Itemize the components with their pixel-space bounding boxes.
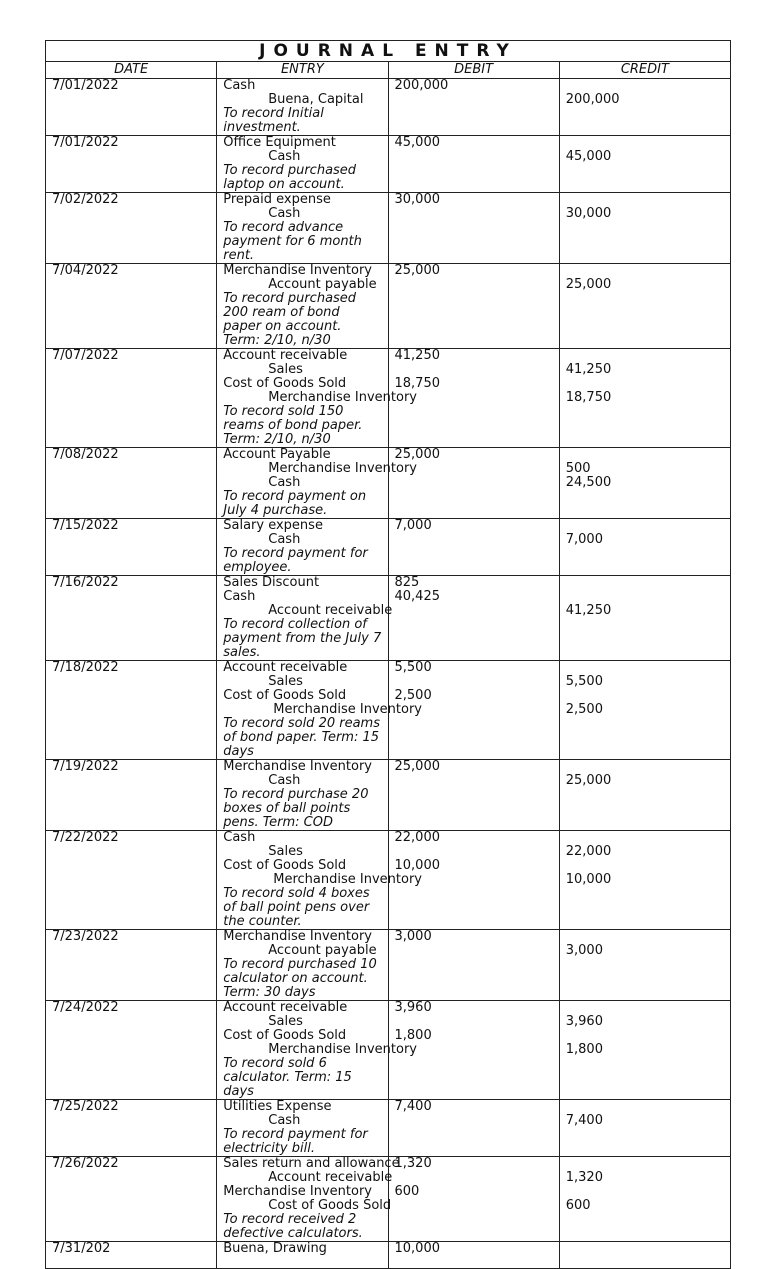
credit-amount: 3,000 — [565, 943, 603, 958]
entry-credits — [559, 136, 730, 193]
account-name: Cash — [268, 475, 301, 490]
account-name: Office Equipment — [223, 135, 336, 150]
debit-amount — [395, 1199, 553, 1213]
account-name: Sales Discount — [223, 575, 320, 590]
credit-amount — [566, 136, 724, 150]
journal-row — [46, 661, 731, 760]
credit-amount: 18,750 — [565, 390, 612, 405]
journal-body — [46, 79, 731, 1269]
entry-memo: To record advance payment for 6 month rent. — [223, 220, 362, 263]
debit-amount: 10,000 — [394, 858, 440, 873]
account-name: Account Payable — [223, 447, 331, 462]
journal-row — [46, 760, 731, 831]
journal-row — [46, 1001, 731, 1100]
credit-amount: 200,000 — [565, 92, 620, 107]
entry-date: 7/15/2022 — [46, 519, 217, 576]
credit-amount: 41,250 — [565, 362, 612, 377]
entry-credits — [559, 1100, 730, 1157]
credit-amount: 45,000 — [565, 149, 612, 164]
debit-amount: 825 — [394, 575, 420, 590]
entry-debits — [388, 136, 559, 193]
entry-credits — [559, 448, 730, 519]
entry-date: 7/01/2022 — [46, 79, 217, 136]
credit-amount — [566, 661, 724, 675]
entry-accounts — [217, 79, 388, 136]
account-name: Buena, Capital — [268, 92, 364, 107]
entry-memo: To record payment on July 4 purchase. — [223, 489, 367, 518]
credit-amount — [566, 831, 724, 845]
debit-amount: 2,500 — [394, 688, 432, 703]
account-name: Cash — [268, 206, 301, 221]
entry-credits — [559, 349, 730, 448]
account-name: Account receivable — [223, 1000, 348, 1015]
entry-memo: To record received 2 defective calculators. — [223, 1212, 363, 1241]
entry-debits — [388, 1242, 559, 1269]
debit-amount: 22,000 — [394, 830, 440, 845]
entry-accounts — [217, 1156, 400, 1242]
entry-date: 7/25/2022 — [46, 1100, 217, 1157]
debit-amount: 7,400 — [394, 1099, 432, 1114]
journal-row — [46, 576, 731, 661]
entry-credits — [559, 760, 730, 831]
credit-amount: 5,500 — [565, 674, 603, 689]
credit-amount — [566, 1029, 724, 1043]
debit-amount: 18,750 — [394, 376, 440, 391]
journal-title: JOURNAL ENTRY — [46, 41, 731, 62]
debit-amount — [395, 944, 553, 958]
debit-header: DEBIT — [388, 62, 559, 79]
entry-credits — [559, 1001, 730, 1100]
entry-accounts — [217, 193, 388, 264]
entry-memo: To record sold 20 reams of bond paper. Term: 15 days — [223, 716, 380, 759]
debit-amount — [395, 462, 553, 476]
credit-amount: 10,000 — [565, 872, 612, 887]
account-name: Account payable — [268, 943, 377, 958]
account-name: Cash — [268, 532, 301, 547]
debit-amount: 41,250 — [394, 348, 440, 363]
entry-credits — [559, 930, 730, 1001]
account-name: Cash — [223, 830, 256, 845]
journal-row — [46, 1157, 731, 1242]
credit-amount: 1,320 — [565, 1170, 603, 1185]
entry-date: 7/01/2022 — [46, 136, 217, 193]
entry-memo: To record purchase 20 boxes of ball points pens. Term: COD — [223, 787, 369, 830]
entry-accounts — [217, 136, 388, 193]
entry-credits — [559, 576, 730, 661]
account-name: Sales — [268, 362, 303, 377]
debit-amount — [395, 1114, 553, 1128]
debit-amount — [395, 363, 553, 377]
entry-date: 7/16/2022 — [46, 576, 217, 661]
entry-debits — [388, 1100, 559, 1157]
entry-credits — [559, 193, 730, 264]
journal-row — [46, 193, 731, 264]
account-name: Account payable — [268, 277, 377, 292]
account-name: Cost of Goods Sold — [223, 376, 347, 391]
account-name: Merchandise Inventory — [223, 1184, 372, 1199]
header-row — [46, 62, 731, 79]
entry-date: 7/19/2022 — [46, 760, 217, 831]
credit-amount: 3,960 — [565, 1014, 603, 1029]
entry-date: 7/18/2022 — [46, 661, 217, 760]
journal-table — [45, 40, 731, 1269]
date-header: DATE — [46, 62, 217, 79]
journal-row — [46, 519, 731, 576]
credit-amount — [566, 1185, 724, 1199]
debit-amount: 3,960 — [394, 1000, 432, 1015]
account-name: Utilities Expense — [223, 1099, 332, 1114]
account-name: Sales — [268, 674, 303, 689]
entry-date: 7/22/2022 — [46, 831, 217, 930]
account-name: Merchandise Inventory — [223, 263, 372, 278]
debit-amount: 1,800 — [394, 1028, 432, 1043]
entry-credits — [559, 1242, 730, 1269]
debit-amount — [395, 476, 553, 490]
entry-credits — [559, 519, 730, 576]
debit-amount — [395, 1043, 553, 1057]
entry-date: 7/31/202 — [46, 1242, 217, 1269]
debit-amount — [395, 391, 553, 405]
journal-row — [46, 1100, 731, 1157]
credit-amount — [566, 576, 724, 590]
credit-amount: 500 — [565, 461, 591, 476]
entry-accounts — [217, 760, 388, 831]
entry-date: 7/26/2022 — [46, 1157, 217, 1242]
credit-amount — [566, 448, 724, 462]
debit-amount: 10,000 — [394, 1241, 440, 1256]
credit-amount — [566, 689, 724, 703]
entry-header: ENTRY — [217, 62, 388, 79]
entry-debits — [388, 1157, 559, 1242]
entry-debits — [388, 576, 559, 661]
entry-date: 7/24/2022 — [46, 1001, 217, 1100]
account-name: Cost of Goods Sold — [223, 688, 347, 703]
credit-amount: 600 — [565, 1198, 591, 1213]
credit-amount — [566, 1242, 724, 1256]
entry-memo: To record payment for employee. — [223, 546, 368, 575]
journal-row — [46, 79, 731, 136]
entry-credits — [559, 1157, 730, 1242]
credit-header: CREDIT — [559, 62, 730, 79]
entry-credits — [559, 79, 730, 136]
debit-amount — [395, 1171, 553, 1185]
entry-credits — [559, 264, 730, 349]
debit-amount: 5,500 — [394, 660, 432, 675]
account-name: Account receivable — [223, 660, 348, 675]
debit-amount — [395, 675, 553, 689]
journal-row — [46, 264, 731, 349]
credit-amount: 25,000 — [565, 277, 612, 292]
debit-amount — [395, 207, 553, 221]
credit-amount — [566, 859, 724, 873]
account-name: Merchandise Inventory — [273, 872, 422, 887]
credit-amount: 41,250 — [565, 603, 612, 618]
entry-memo: To record Initial investment. — [223, 106, 324, 135]
entry-date: 7/08/2022 — [46, 448, 217, 519]
credit-amount — [566, 1100, 724, 1114]
account-name: Merchandise Inventory — [268, 461, 417, 476]
entry-accounts — [217, 519, 388, 576]
account-name: Account receivable — [268, 1170, 393, 1185]
debit-amount: 200,000 — [394, 78, 449, 93]
account-name: Sales — [268, 1014, 303, 1029]
credit-amount: 2,500 — [565, 702, 603, 717]
entry-credits — [559, 661, 730, 760]
journal-row — [46, 831, 731, 930]
credit-amount: 25,000 — [565, 773, 612, 788]
entry-accounts — [217, 575, 393, 661]
credit-amount — [566, 264, 724, 278]
account-name: Prepaid expense — [223, 192, 331, 207]
debit-amount: 40,425 — [394, 589, 440, 604]
entry-debits — [388, 760, 559, 831]
account-name: Merchandise Inventory — [268, 1042, 417, 1057]
entry-accounts — [217, 264, 388, 349]
entry-date: 7/02/2022 — [46, 193, 217, 264]
debit-amount: 1,320 — [394, 1156, 432, 1171]
account-name: Cash — [268, 1113, 301, 1128]
debit-amount — [395, 150, 553, 164]
credit-amount: 7,000 — [565, 532, 603, 547]
account-name: Salary expense — [223, 518, 323, 533]
credit-amount — [566, 349, 724, 363]
entry-accounts — [217, 930, 388, 1001]
entry-credits — [559, 831, 730, 930]
entry-debits — [388, 264, 559, 349]
debit-amount — [395, 774, 553, 788]
entry-memo: To record purchased 200 ream of bond paper on account. Term: 2/10, n/30 — [223, 291, 357, 348]
entry-date: 7/07/2022 — [46, 349, 217, 448]
debit-amount — [395, 533, 553, 547]
account-name: Merchandise Inventory — [273, 702, 422, 717]
account-name: Buena, Drawing — [223, 1241, 327, 1256]
account-name: Cash — [268, 773, 301, 788]
credit-amount — [566, 519, 724, 533]
credit-amount — [566, 930, 724, 944]
account-name: Cost of Goods Sold — [223, 858, 347, 873]
account-name: Merchandise Inventory — [268, 390, 417, 405]
entry-memo: To record purchased laptop on account. — [223, 163, 357, 192]
entry-memo: To record sold 4 boxes of ball point pens over the counter. — [223, 886, 370, 929]
entry-date: 7/04/2022 — [46, 264, 217, 349]
credit-amount: 30,000 — [565, 206, 612, 221]
account-name: Merchandise Inventory — [223, 929, 372, 944]
entry-debits — [388, 930, 559, 1001]
debit-amount: 600 — [394, 1184, 420, 1199]
account-name: Cash — [223, 589, 256, 604]
credit-amount — [566, 1001, 724, 1015]
credit-amount: 7,400 — [565, 1113, 603, 1128]
entry-debits — [388, 519, 559, 576]
entry-memo: To record collection of payment from the July 7 sales. — [223, 617, 382, 660]
journal-row — [46, 1242, 731, 1269]
account-name: Cost of Goods Sold — [268, 1198, 392, 1213]
debit-amount — [395, 1015, 553, 1029]
debit-amount: 7,000 — [394, 518, 432, 533]
entry-debits — [388, 79, 559, 136]
entry-memo: To record purchased 10 calculator on account. Term: 30 days — [223, 957, 377, 1000]
debit-amount — [395, 93, 553, 107]
account-name: Account receivable — [268, 603, 393, 618]
account-name: Cash — [268, 149, 301, 164]
account-name: Cost of Goods Sold — [223, 1028, 347, 1043]
debit-amount — [395, 604, 553, 618]
account-name: Account receivable — [223, 348, 348, 363]
debit-amount: 3,000 — [394, 929, 432, 944]
account-name: Sales return and allowance — [223, 1156, 400, 1171]
entry-memo: To record sold 150 reams of bond paper. Term: 2/10, n/30 — [223, 404, 363, 447]
account-name: Sales — [268, 844, 303, 859]
debit-amount: 25,000 — [394, 263, 440, 278]
credit-amount — [566, 79, 724, 93]
account-name: Cash — [223, 78, 256, 93]
debit-amount — [395, 278, 553, 292]
debit-amount: 25,000 — [394, 447, 440, 462]
journal-row — [46, 930, 731, 1001]
entry-accounts — [217, 1100, 388, 1157]
journal-row — [46, 136, 731, 193]
entry-accounts — [217, 1242, 388, 1269]
credit-amount — [566, 377, 724, 391]
credit-amount: 1,800 — [565, 1042, 603, 1057]
debit-amount: 30,000 — [394, 192, 440, 207]
credit-amount — [566, 590, 724, 604]
credit-amount: 22,000 — [565, 844, 612, 859]
debit-amount: 25,000 — [394, 759, 440, 774]
credit-amount — [566, 1157, 724, 1171]
account-name: Merchandise Inventory — [223, 759, 372, 774]
entry-debits — [388, 448, 559, 519]
entry-memo: To record payment for electricity bill. — [223, 1127, 368, 1156]
journal-row — [46, 448, 731, 519]
credit-amount — [566, 193, 724, 207]
entry-debits — [388, 193, 559, 264]
journal-row — [46, 349, 731, 448]
debit-amount — [395, 845, 553, 859]
entry-date: 7/23/2022 — [46, 930, 217, 1001]
credit-amount — [566, 760, 724, 774]
credit-amount: 24,500 — [565, 475, 612, 490]
entry-memo: To record sold 6 calculator. Term: 15 days — [223, 1056, 352, 1099]
debit-amount: 45,000 — [394, 135, 440, 150]
